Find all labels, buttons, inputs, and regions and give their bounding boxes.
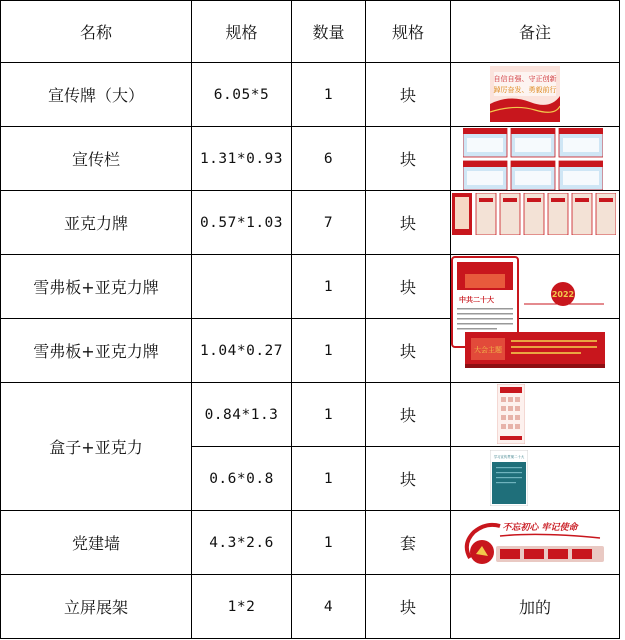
cell-qty: 1 xyxy=(323,534,334,551)
cell-spec: 1*2 xyxy=(227,598,256,615)
cell-name: 党建墙 xyxy=(71,534,120,553)
cell-spec: 1.04*0.27 xyxy=(199,342,284,359)
cell-spec xyxy=(192,255,291,318)
cell-unit: 块 xyxy=(399,150,416,169)
cell-qty: 1 xyxy=(323,406,334,423)
cell-name: 立屏展架 xyxy=(63,598,128,617)
header-qty: 数量 xyxy=(312,23,345,42)
header-spec: 规格 xyxy=(225,23,258,42)
header-note: 备注 xyxy=(518,23,551,42)
2022-badge-thumbnail xyxy=(524,280,604,308)
plaque-label: 大会主题 xyxy=(474,346,502,354)
banner-slogan-1: 自信自强、守正创新 xyxy=(493,75,557,83)
banner-slogan-2: 踔厉奋发、勇毅前行 xyxy=(493,86,557,94)
teal-board-thumbnail xyxy=(490,450,528,506)
cell-unit: 块 xyxy=(399,214,416,233)
cell-qty: 1 xyxy=(323,342,334,359)
cell-unit: 块 xyxy=(399,406,416,425)
cell-unit: 套 xyxy=(399,534,416,553)
cell-unit: 块 xyxy=(399,278,416,297)
cell-qty: 6 xyxy=(323,150,334,167)
cell-unit: 块 xyxy=(399,598,416,617)
cell-unit: 块 xyxy=(399,342,416,361)
bulletin-boards-thumbnail xyxy=(463,128,603,190)
cell-spec: 0.57*1.03 xyxy=(199,214,284,231)
header-name: 名称 xyxy=(79,23,112,42)
cell-qty: 1 xyxy=(323,86,334,103)
cell-name: 亚克力牌 xyxy=(63,214,128,233)
red-plaque-thumbnail xyxy=(465,332,605,368)
cell-name-merged: 盒子+亚克力 xyxy=(49,438,143,457)
party-banner-thumbnail xyxy=(490,66,560,122)
poster-title: 中共二十大 xyxy=(459,296,494,304)
table-border-right xyxy=(619,0,620,639)
cell-qty: 4 xyxy=(323,598,334,615)
cell-spec: 1.31*0.93 xyxy=(199,150,284,167)
party-wall-thumbnail xyxy=(460,514,606,570)
cell-qty: 1 xyxy=(323,470,334,487)
table-border-bottom xyxy=(0,638,620,639)
wall-slogan: 不忘初心 牢记使命 xyxy=(502,523,578,533)
cell-name: 宣传牌（大） xyxy=(47,86,144,105)
cell-spec: 0.6*0.8 xyxy=(209,470,274,487)
cell-name: 雪弗板+亚克力牌 xyxy=(33,342,159,361)
cell-name: 雪弗板+亚克力牌 xyxy=(33,278,159,297)
cell-qty: 1 xyxy=(323,278,334,295)
display-box-thumbnail xyxy=(497,384,525,444)
badge-year: 2022 xyxy=(551,290,575,299)
cell-name: 宣传栏 xyxy=(71,150,120,169)
cell-spec: 0.84*1.3 xyxy=(204,406,279,423)
acrylic-panels-thumbnail xyxy=(452,193,616,235)
header-unit: 规格 xyxy=(391,23,424,42)
cell-note: 加的 xyxy=(518,598,551,617)
cell-spec: 4.3*2.6 xyxy=(209,534,274,551)
box-title: 学习宣传贯彻二十大 xyxy=(493,455,525,459)
cell-unit: 块 xyxy=(399,86,416,105)
cell-unit: 块 xyxy=(399,470,416,489)
cell-spec: 6.05*5 xyxy=(213,86,270,103)
cell-qty: 7 xyxy=(323,214,334,231)
